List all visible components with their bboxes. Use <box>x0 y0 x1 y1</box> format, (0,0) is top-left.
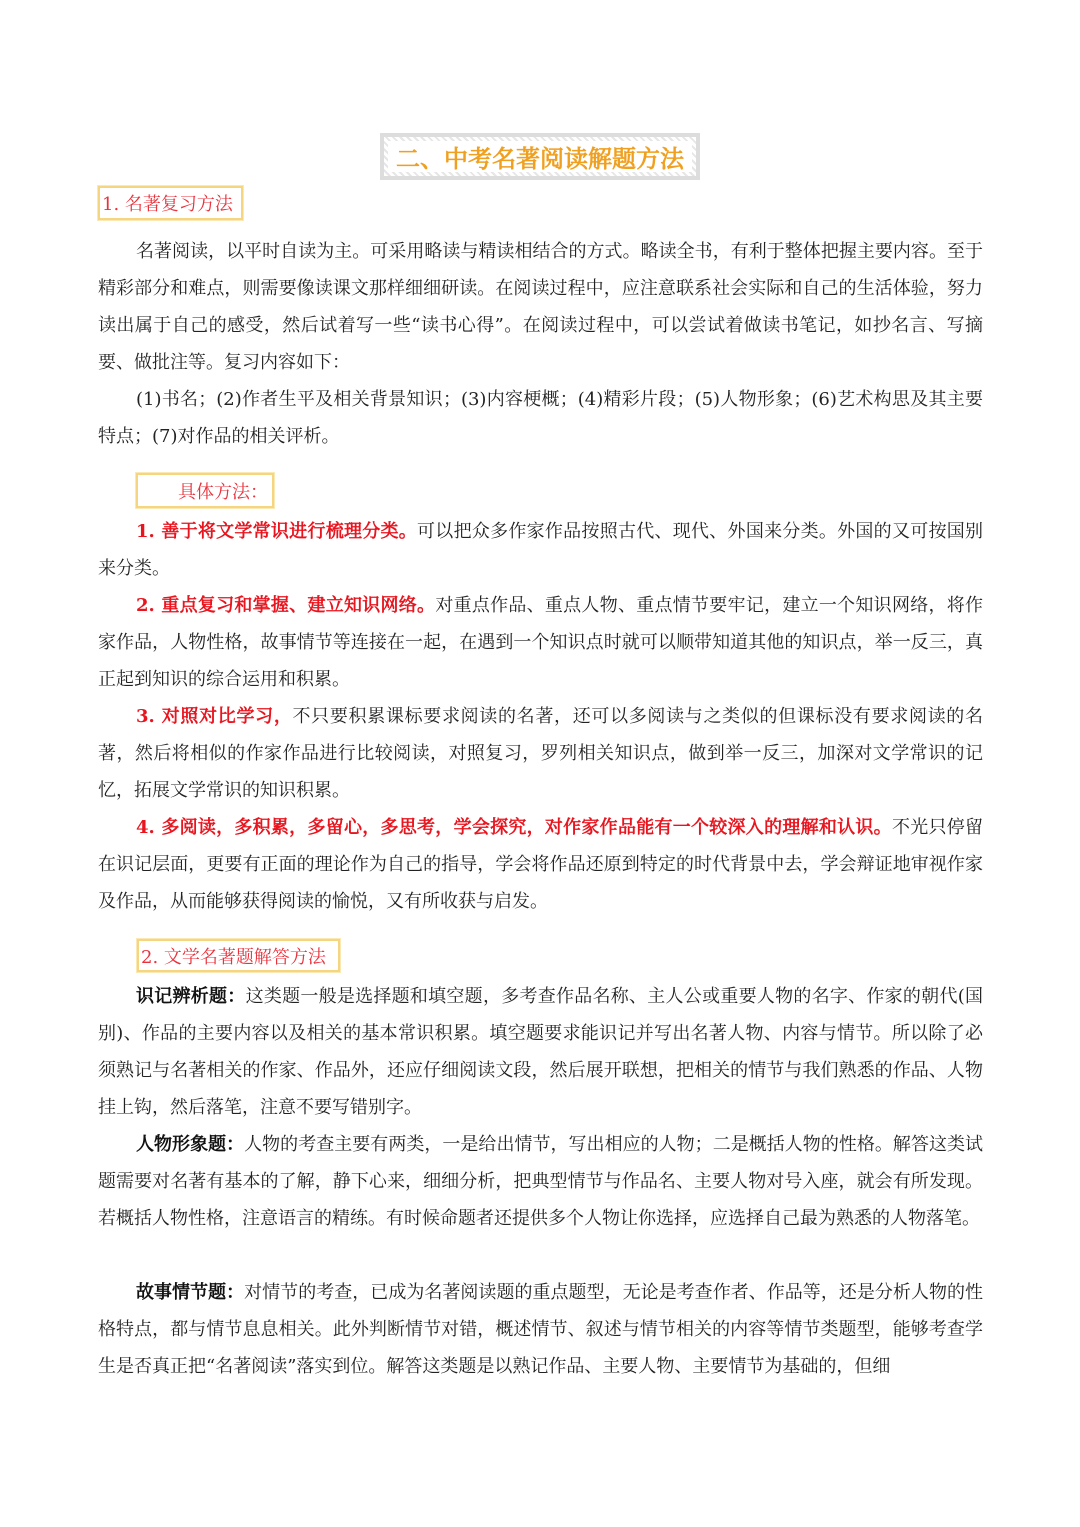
page-title: 二、中考名著阅读解题方法 <box>380 133 700 180</box>
section2-heading: 2. 文学名著题解答方法 <box>137 939 340 972</box>
answer-type-item: 识记辨析题：这类题一般是选择题和填空题，多考查作品名称、主人公或重要人物的名字、作家的朝代(国别)、作品的主要内容以及相关的基本常识积累。填空题要求能识记并写出名著人物、内容与情节。所以除了必须熟记与名著相关的作家、作品外，还应仔细阅读文段，然后展开联想，把相关的情节与我们熟悉的作品、人物挂上钩，然后落笔，注意不要写错别字。 <box>98 986 983 1118</box>
answer-type-item: 故事情节题：对情节的考查，已成为名著阅读题的重点题型，无论是考查作者、作品等，还是分析人物的性格特点，都与情节息息相关。此外判断情节对错，概述情节、叙述与情节相关的内容等情节类题型，能够考查学生是否真正把“名著阅读”落实到位。解答这类题是以熟记作品、主要人物、主要情节为基础的，但细 <box>98 1282 984 1377</box>
section1-paragraph: 名著阅读，以平时自读为主。可采用略读与精读相结合的方式。略读全书，有利于整体把握主要内容。至于精彩部分和难点，则需要像读课文那样细细研读。在阅读过程中，应注意联系社会实际和自己的生活体验，努力读出属于自己的感受，然后试着写一些“读书心得”。在阅读过程中，可以尝试着做读书笔记，如抄名言、写摘要、做批注等。复习内容如下： <box>98 241 983 373</box>
method-item: 4. 多阅读，多积累，多留心，多思考，学会探究，对作家作品能有一个较深入的理解和认识。不光只停留在识记层面，更要有正面的理论作为自己的指导，学会将作品还原到特定的时代背景中去，学会辩证地审视作家及作品，从而能够获得阅读的愉悦，又有所收获与启发。 <box>98 817 983 912</box>
method-item: 1. 善于将文学常识进行梳理分类。可以把众多作家作品按照古代、现代、外国来分类。外国的又可按国别来分类。 <box>98 521 984 579</box>
methods-heading: 具体方法： <box>136 473 274 508</box>
method-item: 2. 重点复习和掌握、建立知识网络。对重点作品、重点人物、重点情节要牢记，建立一个知识网络，将作家作品，人物性格，故事情节等连接在一起，在遇到一个知识点时就可以顺带知道其他的知识点，举一反三，真正起到知识的综合运用和积累。 <box>98 595 984 690</box>
section1-review-list: (1)书名；(2)作者生平及相关背景知识；(3)内容梗概；(4)精彩片段；(5)人物形象；(6)艺术构思及其主要特点；(7)对作品的相关评析。 <box>98 389 983 447</box>
section1-heading: 1. 名著复习方法 <box>98 186 243 220</box>
method-item: 3. 对照对比学习，不只要积累课标要求阅读的名著，还可以多阅读与之类似的但课标没有要求阅读的名著，然后将相似的作家作品进行比较阅读，对照复习，罗列相关知识点，做到举一反三，加深对文学常识的记忆，拓展文学常识的知识积累。 <box>98 706 983 801</box>
answer-type-item: 人物形象题：人物的考查主要有两类，一是给出情节，写出相应的人物；二是概括人物的性格。解答这类试题需要对名著有基本的了解，静下心来，细细分析，把典型情节与作品名、主要人物对号入座，就会有所发现。若概括人物性格，注意语言的精练。有时候命题者还提供多个人物让你选择，应选择自己最为熟悉的人物落笔。 <box>98 1134 984 1229</box>
